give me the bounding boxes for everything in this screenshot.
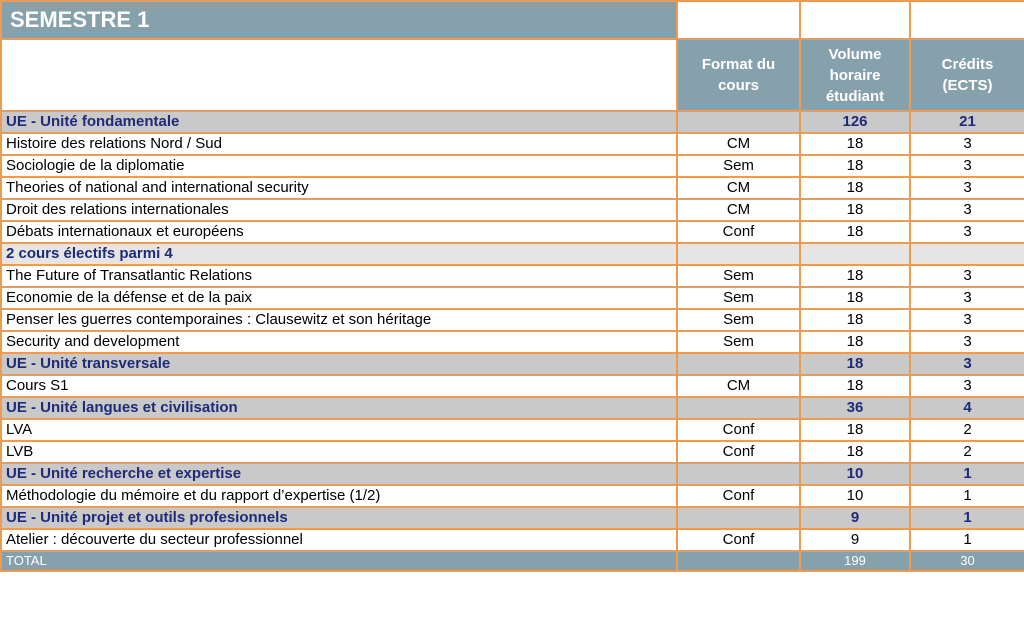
- course-name: Histoire des relations Nord / Sud: [1, 133, 677, 155]
- course-format: Conf: [677, 529, 800, 551]
- course-credits: 3: [910, 265, 1024, 287]
- ue-row: [1, 507, 1024, 529]
- course-volume: 18: [800, 353, 910, 375]
- course-volume: [800, 243, 910, 265]
- semester-title: SEMESTRE 1: [1, 1, 677, 39]
- total-volume: 199: [800, 551, 910, 571]
- course-volume: 18: [800, 265, 910, 287]
- course-row: [1, 177, 1024, 199]
- course-volume: 18: [800, 309, 910, 331]
- course-volume: 18: [800, 221, 910, 243]
- course-credits: 1: [910, 507, 1024, 529]
- ue-row: [1, 353, 1024, 375]
- course-volume: 36: [800, 397, 910, 419]
- course-credits: 3: [910, 375, 1024, 397]
- course-format: CM: [677, 177, 800, 199]
- course-format: Conf: [677, 419, 800, 441]
- course-credits: 3: [910, 155, 1024, 177]
- course-name: Theories of national and international security: [1, 177, 677, 199]
- course-volume: 126: [800, 111, 910, 133]
- course-format: Sem: [677, 331, 800, 353]
- course-name: UE - Unité recherche et expertise: [1, 463, 677, 485]
- course-name: LVB: [1, 441, 677, 463]
- course-format: Conf: [677, 485, 800, 507]
- course-row: [1, 221, 1024, 243]
- course-format: Conf: [677, 221, 800, 243]
- course-credits: 3: [910, 221, 1024, 243]
- course-row: [1, 419, 1024, 441]
- course-volume: 18: [800, 287, 910, 309]
- course-format: Sem: [677, 265, 800, 287]
- course-credits: 3: [910, 199, 1024, 221]
- course-name: LVA: [1, 419, 677, 441]
- total-row: [1, 551, 1024, 571]
- title-empty-cell: [910, 1, 1024, 39]
- course-row: [1, 265, 1024, 287]
- course-volume: 10: [800, 463, 910, 485]
- header-empty-cell: [1, 39, 677, 111]
- course-name: 2 cours électifs parmi 4: [1, 243, 677, 265]
- course-row: [1, 441, 1024, 463]
- course-format: CM: [677, 375, 800, 397]
- course-name: UE - Unité projet et outils profesionnels: [1, 507, 677, 529]
- ue-row: [1, 111, 1024, 133]
- course-name: The Future of Transatlantic Relations: [1, 265, 677, 287]
- course-name: Débats internationaux et européens: [1, 221, 677, 243]
- course-volume: 18: [800, 199, 910, 221]
- course-format: CM: [677, 133, 800, 155]
- course-name: Sociologie de la diplomatie: [1, 155, 677, 177]
- total-format: [677, 551, 800, 571]
- course-format: [677, 397, 800, 419]
- course-row: [1, 309, 1024, 331]
- total-credits: 30: [910, 551, 1024, 571]
- course-credits: 1: [910, 463, 1024, 485]
- course-name: Security and development: [1, 331, 677, 353]
- curriculum-table-body: [1, 1, 1024, 571]
- course-credits: 3: [910, 177, 1024, 199]
- course-volume: 9: [800, 529, 910, 551]
- title-row: [1, 1, 1024, 39]
- course-format: [677, 353, 800, 375]
- course-row: [1, 287, 1024, 309]
- course-volume: 18: [800, 375, 910, 397]
- course-name: UE - Unité fondamentale: [1, 111, 677, 133]
- course-volume: 18: [800, 331, 910, 353]
- course-row: [1, 529, 1024, 551]
- course-format: [677, 243, 800, 265]
- ue-row: [1, 397, 1024, 419]
- course-name: Atelier : découverte du secteur professionnel: [1, 529, 677, 551]
- title-empty-cell: [677, 1, 800, 39]
- course-credits: 1: [910, 529, 1024, 551]
- header-row: [1, 39, 1024, 111]
- course-volume: 18: [800, 419, 910, 441]
- course-volume: 18: [800, 441, 910, 463]
- title-empty-cell: [800, 1, 910, 39]
- course-credits: 3: [910, 353, 1024, 375]
- course-volume: 18: [800, 155, 910, 177]
- course-format: [677, 111, 800, 133]
- course-name: Méthodologie du mémoire et du rapport d’expertise (1/2): [1, 485, 677, 507]
- course-name: UE - Unité langues et civilisation: [1, 397, 677, 419]
- course-volume: 9: [800, 507, 910, 529]
- course-credits: 2: [910, 419, 1024, 441]
- course-volume: 18: [800, 133, 910, 155]
- elective-row: [1, 243, 1024, 265]
- course-row: [1, 375, 1024, 397]
- course-row: [1, 133, 1024, 155]
- course-row: [1, 331, 1024, 353]
- course-row: [1, 485, 1024, 507]
- course-credits: 1: [910, 485, 1024, 507]
- course-volume: 10: [800, 485, 910, 507]
- total-label: TOTAL: [1, 551, 677, 571]
- course-row: [1, 199, 1024, 221]
- course-credits: 21: [910, 111, 1024, 133]
- course-credits: 3: [910, 133, 1024, 155]
- course-format: CM: [677, 199, 800, 221]
- course-format: Conf: [677, 441, 800, 463]
- course-credits: 3: [910, 309, 1024, 331]
- course-name: Penser les guerres contemporaines : Clausewitz et son héritage: [1, 309, 677, 331]
- course-credits: 2: [910, 441, 1024, 463]
- course-row: [1, 155, 1024, 177]
- course-credits: 3: [910, 331, 1024, 353]
- course-format: Sem: [677, 309, 800, 331]
- course-name: UE - Unité transversale: [1, 353, 677, 375]
- header-credits: Crédits (ECTS): [910, 39, 1024, 111]
- header-volume: Volume horaire étudiant: [800, 39, 910, 111]
- course-format: [677, 463, 800, 485]
- course-format: Sem: [677, 155, 800, 177]
- course-credits: 4: [910, 397, 1024, 419]
- course-format: [677, 507, 800, 529]
- course-credits: [910, 243, 1024, 265]
- header-format: Format du cours: [677, 39, 800, 111]
- ue-row: [1, 463, 1024, 485]
- course-name: Cours S1: [1, 375, 677, 397]
- course-name: Economie de la défense et de la paix: [1, 287, 677, 309]
- course-credits: 3: [910, 287, 1024, 309]
- course-format: Sem: [677, 287, 800, 309]
- course-volume: 18: [800, 177, 910, 199]
- course-name: Droit des relations internationales: [1, 199, 677, 221]
